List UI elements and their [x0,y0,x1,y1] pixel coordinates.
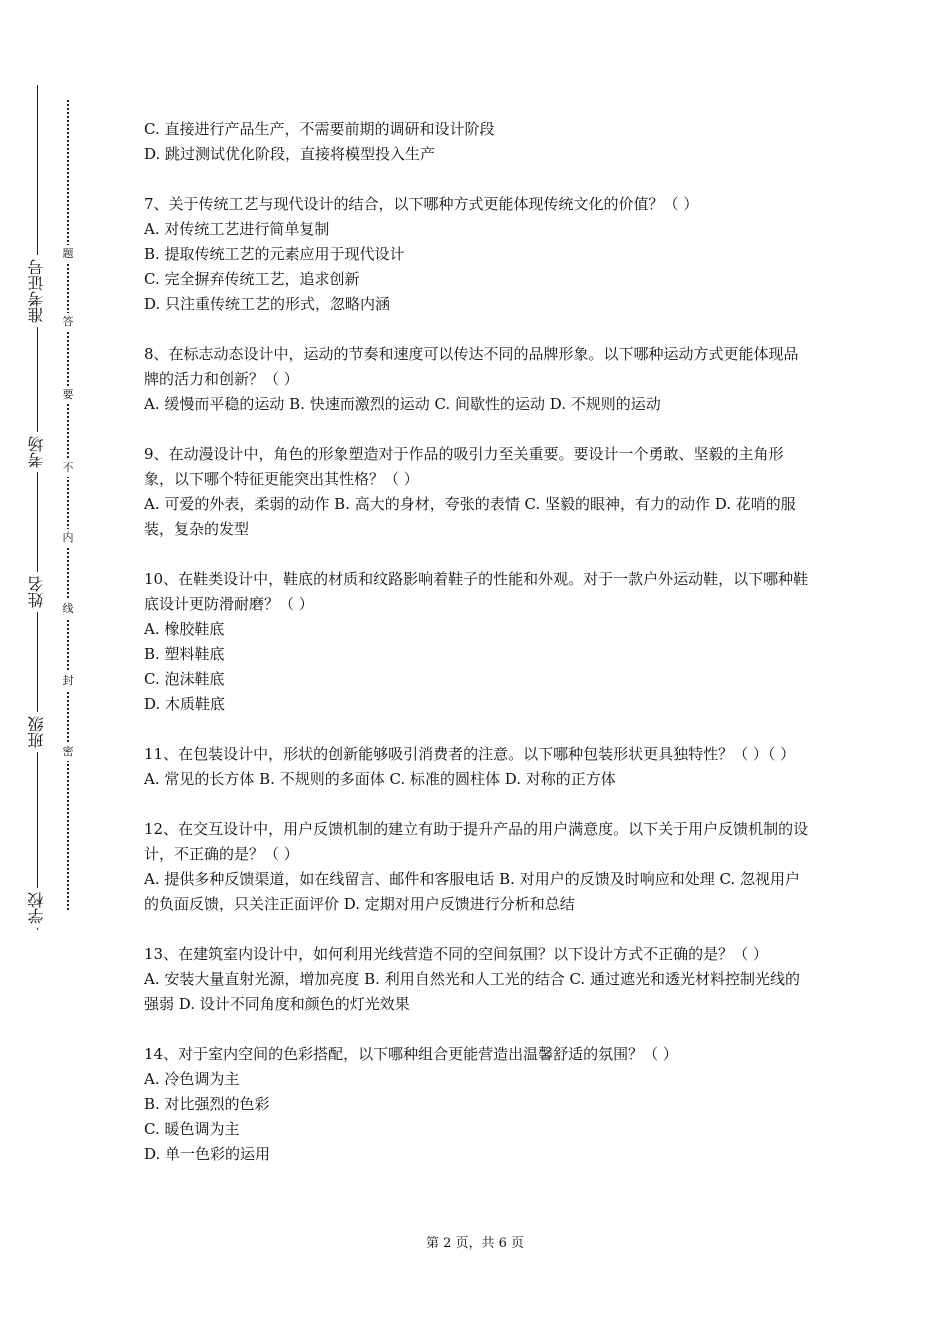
question-12 [144,817,812,917]
question-6-continued [144,117,812,167]
option: C. 完全摒弃传统工艺，追求创新 [144,270,360,288]
option: B. 对比强烈的色彩 [144,1095,270,1113]
question-9 [144,442,812,542]
option: C. 暖色调为主 [144,1120,240,1138]
question-title: 12、在交互设计中，用户反馈机制的建立有助于提升产品的用户满意度。以下关于用户反馈机制的设计，不正确的是？（ ） [144,820,809,863]
seal-char: 要 [58,386,78,404]
question-title: 13、在建筑室内设计中，如何利用光线营造不同的空间氛围？以下设计方式不正确的是？（ ） [144,945,768,963]
question-14 [144,1042,812,1167]
field-class: 班级 [22,712,52,752]
option: A. 对传统工艺进行简单复制 [144,220,330,238]
option: A. 缓慢而平稳的运动 B. 快速而激烈的运动 C. 间歇性的运动 D. 不规则的运动 [144,395,661,413]
seal-char: 线 [58,600,78,618]
option: A. 常见的长方体 B. 不规则的多面体 C. 标准的圆柱体 D. 对称的正方体 [144,770,616,788]
field-name: 姓名 [22,572,52,612]
option: A. 提供多种反馈渠道，如在线留言、邮件和客服电话 B. 对用户的反馈及时响应和处理 C. 忽视用户的负面反馈，只关注正面评价 D. 定期对用户反馈进行分析和总结 [144,870,800,913]
page-footer: 第 2 页，共 6 页 [425,1236,525,1251]
option: D. 木质鞋底 [144,695,226,713]
field-admission-number: 准考证号 [22,255,52,327]
question-13 [144,942,812,1017]
field-school: 学校 [22,888,52,928]
question-8 [144,342,812,417]
option: A. 冷色调为主 [144,1070,240,1088]
question-7 [144,192,812,317]
question-title: 11、在包装设计中，形状的创新能够吸引消费者的注意。以下哪种包装形状更具独特性？（ ）（ ） [144,745,796,763]
question-title: 8、在标志动态设计中，运动的节奏和速度可以传达不同的品牌形象。以下哪种运动方式更能体现品牌的活力和创新？（ ） [144,345,799,388]
seal-char: 内 [58,529,78,547]
seal-char: 密 [58,743,78,761]
question-title: 9、在动漫设计中，角色的形象塑造对于作品的吸引力至关重要。要设计一个勇敢、坚毅的主角形象，以下哪个特征更能突出其性格？（ ） [144,445,784,488]
question-title: 10、在鞋类设计中，鞋底的材质和纹路影响着鞋子的性能和外观。对于一款户外运动鞋，以下哪种鞋底设计更防滑耐磨？（ ） [144,570,809,613]
option: A. 橡胶鞋底 [144,620,225,638]
seal-dotted-line [67,100,69,910]
question-list [144,117,812,1192]
question-title: 7、关于传统工艺与现代设计的结合，以下哪种方式更能体现传统文化的价值？（ ） [144,195,699,213]
option: D. 跳过测试优化阶段，直接将模型投入生产 [144,145,436,163]
option: A. 安装大量直射光源，增加亮度 B. 利用自然光和人工光的结合 C. 通过遮光和透光材料控制光线的强弱 D. 设计不同角度和颜色的灯光效果 [144,970,800,1013]
binding-solid-line [37,85,38,930]
option: B. 提取传统工艺的元素应用于现代设计 [144,245,405,263]
option: D. 单一色彩的运用 [144,1145,271,1163]
seal-char: 封 [58,672,78,690]
binding-margin [0,0,90,1344]
seal-char: 答 [58,313,78,331]
seal-char: 题 [58,245,78,263]
option: C. 泡沫鞋底 [144,670,225,688]
question-11 [144,742,812,792]
question-title: 14、对于室内空间的色彩搭配，以下哪种组合更能营造出温馨舒适的氛围？（ ） [144,1045,678,1063]
option: D. 只注重传统工艺的形式，忽略内涵 [144,295,391,313]
option: A. 可爱的外表，柔弱的动作 B. 高大的身材，夸张的表情 C. 坚毅的眼神，有力的动作 D. 花哨的服装，复杂的发型 [144,495,796,538]
option: B. 塑料鞋底 [144,645,225,663]
option: C. 直接进行产品生产，不需要前期的调研和设计阶段 [144,120,495,138]
field-exam-room: 考场 [22,432,52,472]
seal-char: 不 [58,459,78,477]
question-10 [144,567,812,717]
